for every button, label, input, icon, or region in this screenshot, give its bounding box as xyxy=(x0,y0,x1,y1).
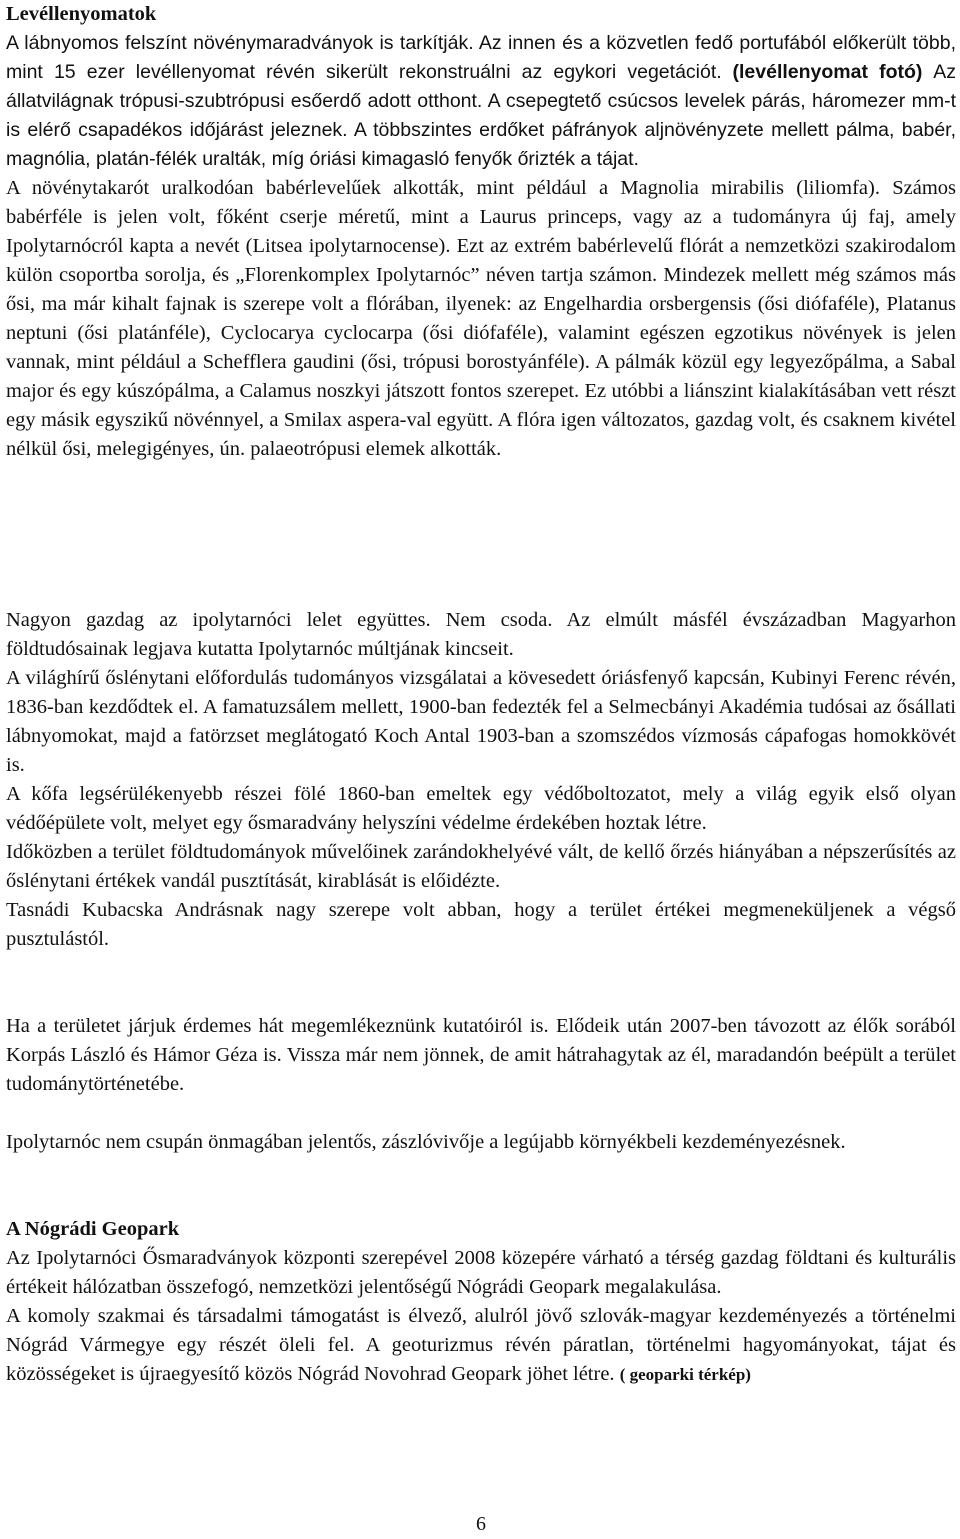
paragraph: Ipolytarnóc nem csupán önmagában jelentős, zászlóvivője a legújabb környékbeli kezdeményezésnek. xyxy=(6,1131,846,1153)
section-title: Levéllenyomatok xyxy=(6,3,157,25)
paragraph: Nagyon gazdag az ipolytarnóci lelet együttes. Nem csoda. Az elmúlt másfél évszázadban Magyarhon földtudósainak legjava kutatta Ipolytarnóc múltjának kincseit. xyxy=(6,609,956,660)
section-geopark xyxy=(6,1215,956,1389)
paragraph-text: A növénytakarót uralkodóan babérlevelűek alkották, mint például a Magnolia mirabilis (liliomfa). xyxy=(6,177,880,199)
paragraph: A kőfa legsérülékenyebb részei fölé 1860-ban emeltek egy védőboltozatot, mely a világ egyik első olyan védőépülete volt, melyet egy ősmaradvány helyszíni védelme érdekében hoztak létre. xyxy=(6,783,956,834)
paragraph-text: Számos babérféle is jelen volt, főként cserje méretű, mint a Laurus princeps, vagy az a tudományra új faj, amely Ipolytarnócról kapta a nevét (Litsea ipolytarnocense). Ezt az extrém babérlevelű flórát a nemzetközi szakirodalom külön csoportba sorolja, és „Florenkomplex Ipolytarnóc” néven tartja számon. Mindezek mellett még számos más ősi, ma már kihalt fajnak is szerepe volt a flórában, ilyenek: az Engelhardia orsbergensis (ősi diófaféle), Platanus neptuni (ősi platánféle), Cyclocarya cyclocarpa (ősi diófaféle), valamint egészen egzotikus növények is jelen vannak, mint például a Schefflera gaudini (ősi, trópusi borostyánféle). A pálmák közül egy legyezőpálma, a Sabal major és egy kúszópálma, a Calamus noszkyi játszott fontos szerepet. Ez utóbbi a liánszint kialakításában vett részt egy másik egyszikű növénnyel, a Smilax aspera-val együtt. A flóra igen változatos, gazdag volt, és csaknem kivétel nélkül ősi, melegigényes, ún. palaeotrópusi elemek alkották. xyxy=(6,177,957,460)
paragraph: A világhírű őslénytani előfordulás tudományos vizsgálatai a kövesedett óriásfenyő kapcsán, Kubinyi Ferenc révén, 1836-ban kezdődtek el. A famatuzsálem mellett, 1900-ban fedezték fel a Selmecbányi Akadémia tudósai az ősállati lábnyomokat, majd a fatörzset meglátogató Koch Antal 1903-ban a szomszédos vízmosás cápafogas homokkövét is. xyxy=(6,667,956,776)
page-number: 6 xyxy=(476,1513,486,1535)
paragraph: Időközben a terület földtudományok művelőinek zarándokhelyévé vált, de kellő őrzés hiányában a népszerűsítés az őslénytani értékek vandál pusztítását, kirablását is előidézte. xyxy=(6,841,956,892)
section-initiative xyxy=(6,1128,956,1157)
section-leaf-imprints xyxy=(6,0,956,464)
section-researchers xyxy=(6,1012,956,1099)
paragraph xyxy=(6,174,956,464)
paragraph: Az Ipolytarnóci Ősmaradványok központi szerepével 2008 közepére várható a térség gazdag földtani és kulturális értékeit hálózatban összefogó, nemzetközi jelentőségű Nógrádi Geopark megalakulása. xyxy=(6,1247,956,1298)
document-page xyxy=(6,0,956,1537)
paragraph xyxy=(6,1302,956,1389)
paragraph: Ha a területet járjuk érdemes hát megemlékeznünk kutatóiról is. Elődeik után 2007-ben távozott az élők sorából Korpás László és Hámor Géza is. Vissza már nem jönnek, de amit hátrahagytak az él, maradandón beépült a terület tudománytörténetébe. xyxy=(6,1015,956,1095)
paragraph-text: Az állatvilágnak trópusi-szubtrópusi esőerdő adott otthont. A csepegtető csúcsos levelek párás, háromezer mm-t is elérő csapadékos időjárást jeleznek. A többszintes erdőket páfrányok aljnövényzete mellett pálma, babér, magnólia, platán-félék uralták, míg óriási kimagasló fenyők őrizték a tájat. xyxy=(6,61,957,170)
paragraph-text: A komoly szakmai és társadalmi támogatást is élvező, alulról jövő szlovák-magyar kezdeményezés a történelmi Nógrád Vármegye egy részét öleli fel. A geoturizmus révén páratlan, történelmi hagyományokat, tájat és közösségeket is újraegyesítő közös Nógrád Novohrad Geopark jöhet létre. xyxy=(6,1305,956,1385)
map-reference: ( geoparki térkép) xyxy=(619,1365,751,1384)
paragraph: Tasnádi Kubacska Andrásnak nagy szerepe volt abban, hogy a terület értékei megmeneküljenek a végső pusztulástól. xyxy=(6,899,956,950)
photo-reference: (levéllenyomat fotó) xyxy=(732,61,923,83)
section-title: A Nógrádi Geopark xyxy=(6,1218,180,1240)
section-research-history xyxy=(6,606,956,954)
paragraph-text: A lábnyomos felszínt növénymaradványok is tarkítják. Az innen és a közvetlen fedő portufából előkerült több, mint 15 ezer levéllenyomat révén sikerült rekonstruálni az egykori vegetációt. xyxy=(6,32,956,83)
paragraph xyxy=(6,29,956,174)
